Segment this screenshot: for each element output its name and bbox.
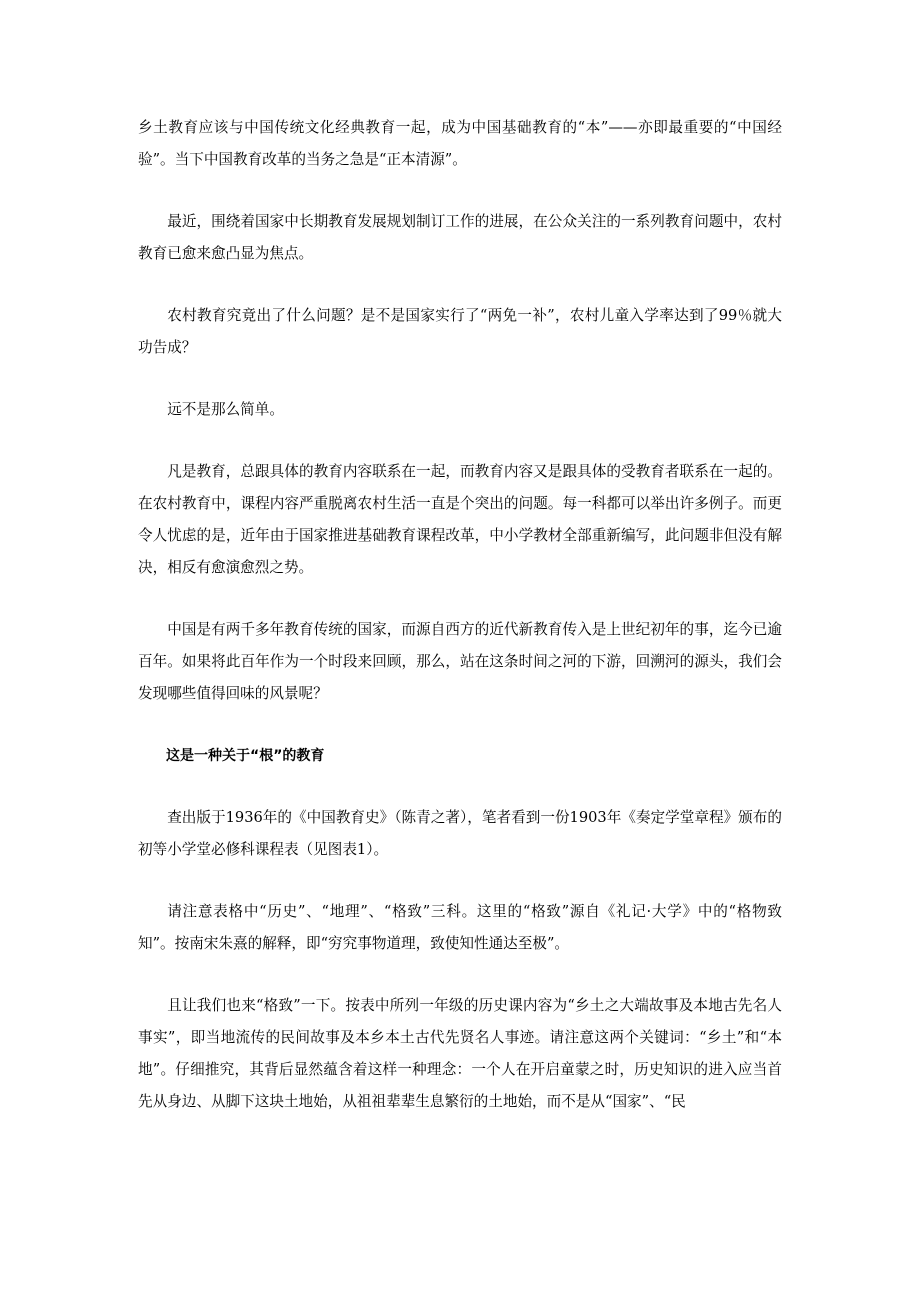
paragraph-gezhi: 请注意表格中“历史”、“地理”、“格致”三科。这里的“格致”源自《礼记·大学》中的“格物致知”。按南宋朱熹的解释，即“穷究事物道理，致使知性通达至极”。 bbox=[138, 903, 782, 952]
paragraph-intro: 乡土教育应该与中国传统文化经典教育一起，成为中国基础教育的“本”——亦即最重要的“中国经验”。当下中国教育改革的当务之急是“正本清源”。 bbox=[138, 119, 782, 168]
paragraph-not-simple: 远不是那么简单。 bbox=[167, 401, 284, 418]
paragraph-curriculum-problem: 凡是教育，总跟具体的教育内容联系在一起，而教育内容又是跟具体的受教育者联系在一起的。在农村教育中，课程内容严重脱离农村生活一直是个突出的问题。每一科都可以举出许多例子。而更令人忧虑的是，近年由于国家推进基础教育课程改革，中小学教材全部重新编写，此问题非但没有解决，相反有愈演愈烈之势。 bbox=[138, 463, 782, 576]
paragraph-history-review: 中国是有两千多年教育传统的国家，而源自西方的近代新教育传入是上世纪初年的事，迄今已逾百年。如果将此百年作为一个时段来回顾，那么，站在这条时间之河的下游，回溯河的源头，我们会发现哪些值得回味的风景呢？ bbox=[138, 621, 782, 702]
document-page bbox=[138, 112, 782, 1148]
paragraph-local-history: 且让我们也来“格致”一下。按表中所列一年级的历史课内容为“乡土之大端故事及本地古先名人事实”，即当地流传的民间故事及本乡本土古代先贤名人事迹。请注意这两个关键词：“乡土”和“本地”。仔细推究，其背后显然蕴含着这样一种理念：一个人在开启童蒙之时，历史知识的进入应当首先从身边、从脚下这块土地始，从祖祖辈辈生息繁衍的土地始，而不是从“国家”、“民 bbox=[138, 997, 782, 1110]
paragraph-question: 农村教育究竟出了什么问题？是不是国家实行了“两免一补”，农村儿童入学率达到了99％就大功告成？ bbox=[138, 307, 782, 356]
section-heading: 这是一种关于“根”的教育 bbox=[166, 748, 325, 764]
paragraph-education-history: 查出版于1936年的《中国教育史》（陈青之著），笔者看到一份1903年《奏定学堂章程》颁布的初等小学堂必修科课程表（见图表1）。 bbox=[138, 809, 782, 858]
paragraph-recent-focus: 最近，围绕着国家中长期教育发展规划制订工作的进展，在公众关注的一系列教育问题中，农村教育已愈来愈凸显为焦点。 bbox=[138, 213, 782, 262]
